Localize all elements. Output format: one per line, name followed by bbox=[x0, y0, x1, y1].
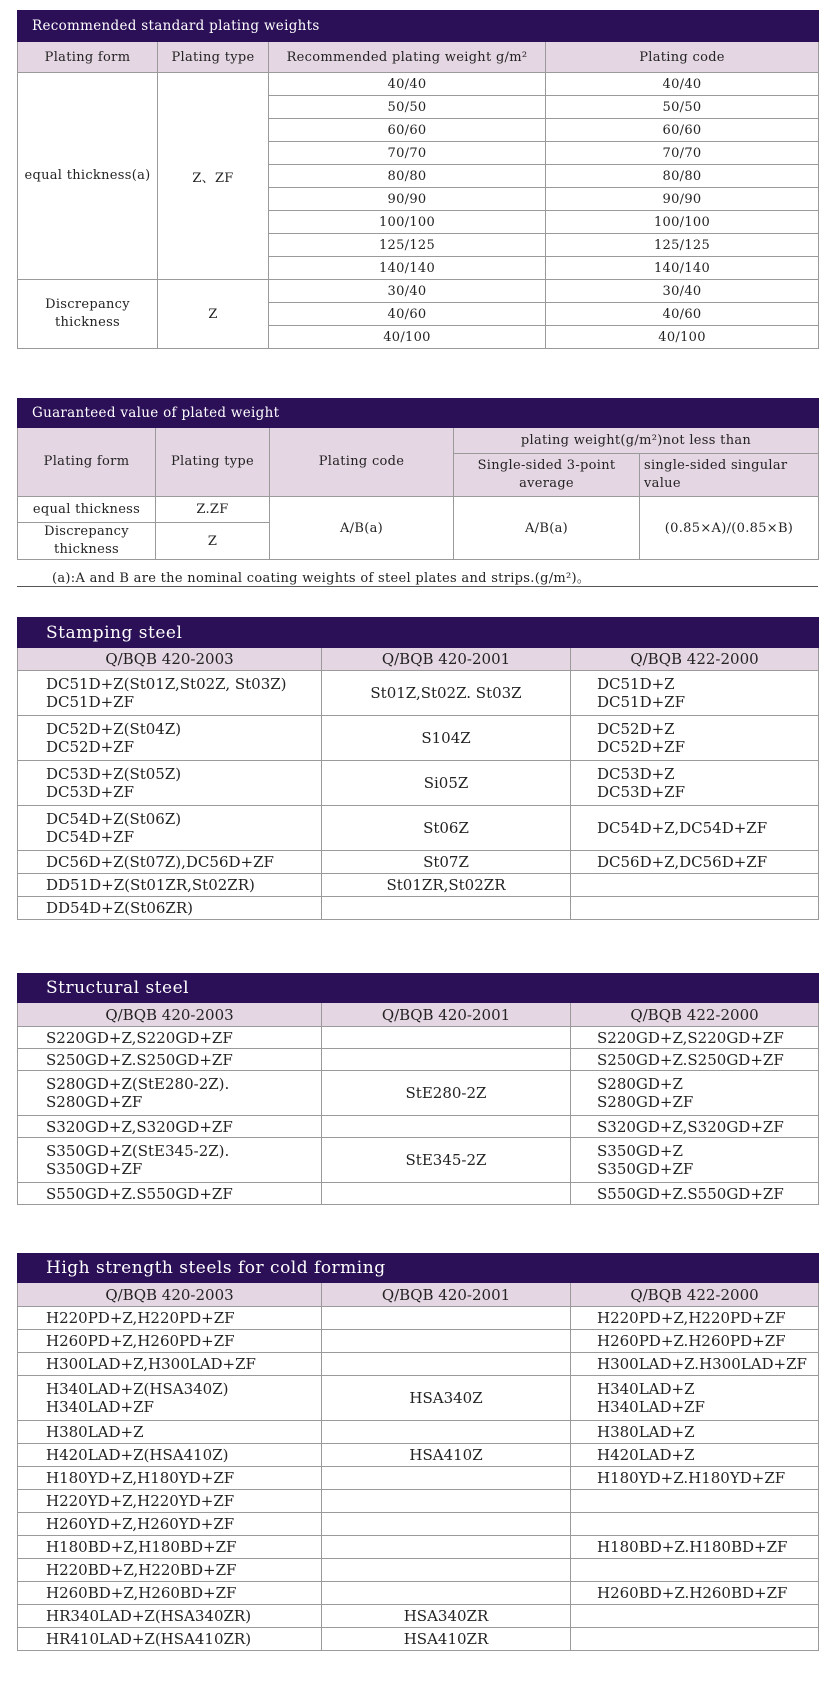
high-strength-steel-table bbox=[17, 1253, 818, 1651]
table-cell: 100/100 bbox=[546, 211, 819, 234]
table-cell: HSA340Z bbox=[322, 1376, 571, 1421]
column-header: single-sided singular value bbox=[640, 454, 819, 497]
table-cell: DC52D+Z(St04Z) DC52D+ZF bbox=[18, 716, 322, 761]
table-row bbox=[18, 1536, 819, 1559]
table-cell bbox=[322, 1353, 571, 1376]
table-title: Recommended standard plating weights bbox=[18, 11, 819, 42]
column-header: Plating form bbox=[18, 428, 156, 497]
table-cell: A/B(a) bbox=[454, 497, 640, 560]
table-cell: Z bbox=[158, 280, 269, 349]
table-cell: DC51D+Z DC51D+ZF bbox=[571, 671, 819, 716]
table-cell: Discrepancy thickness bbox=[18, 523, 156, 560]
table-row bbox=[18, 1049, 819, 1071]
table-cell: S280GD+Z S280GD+ZF bbox=[571, 1071, 819, 1116]
table-title: Structural steel bbox=[18, 974, 819, 1003]
guaranteed-plated-weight-table bbox=[17, 398, 818, 560]
table-cell: H180BD+Z.H180BD+ZF bbox=[571, 1536, 819, 1559]
table-row bbox=[18, 1071, 819, 1116]
table-cell: DC56D+Z,DC56D+ZF bbox=[571, 851, 819, 874]
column-header: Plating code bbox=[270, 428, 454, 497]
table-row bbox=[18, 1582, 819, 1605]
table-cell: equal thickness bbox=[18, 497, 156, 523]
table-cell: H260PD+Z.H260PD+ZF bbox=[571, 1330, 819, 1353]
table-cell: DC51D+Z(St01Z,St02Z, St03Z) DC51D+ZF bbox=[18, 671, 322, 716]
column-header: Q/BQB 422-2000 bbox=[571, 1283, 819, 1307]
column-header: Q/BQB 420-2001 bbox=[322, 648, 571, 671]
table-cell: DC54D+Z,DC54D+ZF bbox=[571, 806, 819, 851]
table-cell: 60/60 bbox=[546, 119, 819, 142]
table-cell: DC54D+Z(St06Z) DC54D+ZF bbox=[18, 806, 322, 851]
table-cell: H180YD+Z.H180YD+ZF bbox=[571, 1467, 819, 1490]
column-header: Q/BQB 422-2000 bbox=[571, 1003, 819, 1027]
table-cell: 70/70 bbox=[269, 142, 546, 165]
table-cell: 90/90 bbox=[546, 188, 819, 211]
table-cell bbox=[322, 1490, 571, 1513]
table-cell bbox=[322, 1116, 571, 1138]
table-cell bbox=[571, 1513, 819, 1536]
table-cell: S350GD+Z S350GD+ZF bbox=[571, 1138, 819, 1183]
table-row bbox=[18, 671, 819, 716]
table-cell: 40/60 bbox=[546, 303, 819, 326]
table-cell: S220GD+Z,S220GD+ZF bbox=[571, 1027, 819, 1049]
table-row bbox=[18, 1307, 819, 1330]
column-header: Single-sided 3-point average bbox=[454, 454, 640, 497]
table-cell: HR340LAD+Z(HSA340ZR) bbox=[18, 1605, 322, 1628]
table-title: Guaranteed value of plated weight bbox=[18, 399, 819, 428]
column-header: Plating form bbox=[18, 42, 158, 73]
table-cell bbox=[322, 1027, 571, 1049]
table-cell bbox=[322, 1559, 571, 1582]
table-cell: StE345-2Z bbox=[322, 1138, 571, 1183]
table-cell: DD54D+Z(St06ZR) bbox=[18, 897, 322, 920]
table-cell: HR410LAD+Z(HSA410ZR) bbox=[18, 1628, 322, 1651]
table-cell bbox=[571, 874, 819, 897]
table-cell: H220PD+Z,H220PD+ZF bbox=[571, 1307, 819, 1330]
table-row bbox=[18, 1421, 819, 1444]
table-cell: H220BD+Z,H220BD+ZF bbox=[18, 1559, 322, 1582]
table-cell bbox=[571, 1605, 819, 1628]
table-cell: 140/140 bbox=[546, 257, 819, 280]
table-cell: H180YD+Z,H180YD+ZF bbox=[18, 1467, 322, 1490]
table-cell bbox=[322, 1467, 571, 1490]
table-cell: 40/40 bbox=[269, 73, 546, 96]
table-cell: S280GD+Z(StE280-2Z). S280GD+ZF bbox=[18, 1071, 322, 1116]
table-cell: 50/50 bbox=[546, 96, 819, 119]
table-cell: StE280-2Z bbox=[322, 1071, 571, 1116]
table-cell bbox=[571, 1490, 819, 1513]
table-row bbox=[18, 1116, 819, 1138]
table-cell: 60/60 bbox=[269, 119, 546, 142]
table-cell: H340LAD+Z H340LAD+ZF bbox=[571, 1376, 819, 1421]
table-cell: S550GD+Z.S550GD+ZF bbox=[571, 1183, 819, 1205]
table-row bbox=[18, 73, 819, 96]
table-cell: H380LAD+Z bbox=[18, 1421, 322, 1444]
table-row bbox=[18, 806, 819, 851]
table-cell bbox=[322, 1049, 571, 1071]
table-cell: 125/125 bbox=[269, 234, 546, 257]
table-cell: DC52D+Z DC52D+ZF bbox=[571, 716, 819, 761]
table-cell: 80/80 bbox=[269, 165, 546, 188]
table-cell: H300LAD+Z.H300LAD+ZF bbox=[571, 1353, 819, 1376]
table-cell bbox=[322, 1582, 571, 1605]
table-cell: HSA410Z bbox=[322, 1444, 571, 1467]
table-cell: S250GD+Z.S250GD+ZF bbox=[571, 1049, 819, 1071]
column-header: Recommended plating weight g/m² bbox=[269, 42, 546, 73]
column-header: Plating type bbox=[158, 42, 269, 73]
table-cell: S320GD+Z,S320GD+ZF bbox=[571, 1116, 819, 1138]
table-row bbox=[18, 1490, 819, 1513]
table-cell: Si05Z bbox=[322, 761, 571, 806]
table-cell: H420LAD+Z bbox=[571, 1444, 819, 1467]
column-header: Plating code bbox=[546, 42, 819, 73]
table-cell: S320GD+Z,S320GD+ZF bbox=[18, 1116, 322, 1138]
table-cell: H220YD+Z,H220YD+ZF bbox=[18, 1490, 322, 1513]
table-cell: H220PD+Z,H220PD+ZF bbox=[18, 1307, 322, 1330]
recommended-plating-weights-table bbox=[17, 10, 818, 349]
table-title: High strength steels for cold forming bbox=[18, 1254, 819, 1283]
table-row bbox=[18, 1376, 819, 1421]
table-cell: 125/125 bbox=[546, 234, 819, 257]
table-row bbox=[18, 1183, 819, 1205]
column-header: Q/BQB 420-2003 bbox=[18, 648, 322, 671]
table-cell: 50/50 bbox=[269, 96, 546, 119]
table-cell: (0.85×A)/(0.85×B) bbox=[640, 497, 819, 560]
table-cell: H380LAD+Z bbox=[571, 1421, 819, 1444]
table-cell: S104Z bbox=[322, 716, 571, 761]
table-cell: A/B(a) bbox=[270, 497, 454, 560]
table-cell: 140/140 bbox=[269, 257, 546, 280]
table-cell bbox=[322, 1421, 571, 1444]
table-row bbox=[18, 716, 819, 761]
column-header: plating weight(g/m²)not less than bbox=[454, 428, 819, 454]
table-row bbox=[18, 1353, 819, 1376]
table-cell: 30/40 bbox=[546, 280, 819, 303]
table-cell: Z、ZF bbox=[158, 73, 269, 280]
table-cell: 40/60 bbox=[269, 303, 546, 326]
table-cell: H300LAD+Z,H300LAD+ZF bbox=[18, 1353, 322, 1376]
table-cell: HSA340ZR bbox=[322, 1605, 571, 1628]
table-cell: H260BD+Z,H260BD+ZF bbox=[18, 1582, 322, 1605]
table-row bbox=[18, 1138, 819, 1183]
table-cell: S350GD+Z(StE345-2Z). S350GD+ZF bbox=[18, 1138, 322, 1183]
table-cell bbox=[571, 1628, 819, 1651]
table-cell: H260YD+Z,H260YD+ZF bbox=[18, 1513, 322, 1536]
table-cell bbox=[322, 1513, 571, 1536]
divider bbox=[17, 586, 818, 587]
column-header: Q/BQB 422-2000 bbox=[571, 648, 819, 671]
table-cell: H260PD+Z,H260PD+ZF bbox=[18, 1330, 322, 1353]
table-cell: H340LAD+Z(HSA340Z) H340LAD+ZF bbox=[18, 1376, 322, 1421]
table-cell: equal thickness(a) bbox=[18, 73, 158, 280]
table-row bbox=[18, 280, 819, 303]
structural-steel-table bbox=[17, 973, 818, 1205]
table-cell: DD51D+Z(St01ZR,St02ZR) bbox=[18, 874, 322, 897]
table-cell: S550GD+Z.S550GD+ZF bbox=[18, 1183, 322, 1205]
table-cell bbox=[571, 1559, 819, 1582]
table-row bbox=[18, 1444, 819, 1467]
table-cell: Z.ZF bbox=[156, 497, 270, 523]
table-row bbox=[18, 1027, 819, 1049]
table-cell bbox=[322, 897, 571, 920]
table-row bbox=[18, 1559, 819, 1582]
table-cell bbox=[322, 1536, 571, 1559]
table-cell: St01Z,St02Z. St03Z bbox=[322, 671, 571, 716]
table-row bbox=[18, 1467, 819, 1490]
column-header: Q/BQB 420-2001 bbox=[322, 1003, 571, 1027]
table-row bbox=[18, 874, 819, 897]
table-cell: HSA410ZR bbox=[322, 1628, 571, 1651]
table-cell: 90/90 bbox=[269, 188, 546, 211]
table-cell: H420LAD+Z(HSA410Z) bbox=[18, 1444, 322, 1467]
column-header: Q/BQB 420-2001 bbox=[322, 1283, 571, 1307]
table-cell: 40/40 bbox=[546, 73, 819, 96]
table-cell: 40/100 bbox=[546, 326, 819, 349]
table-row bbox=[18, 1605, 819, 1628]
table-cell: Discrepancy thickness bbox=[18, 280, 158, 349]
table-row bbox=[18, 897, 819, 920]
column-header: Plating type bbox=[156, 428, 270, 497]
table-cell: H260BD+Z.H260BD+ZF bbox=[571, 1582, 819, 1605]
table-cell: 30/40 bbox=[269, 280, 546, 303]
table-cell bbox=[322, 1183, 571, 1205]
table-cell: Z bbox=[156, 523, 270, 560]
table-cell: H180BD+Z,H180BD+ZF bbox=[18, 1536, 322, 1559]
stamping-steel-table bbox=[17, 617, 818, 920]
footnote: (a):A and B are the nominal coating weights of steel plates and strips.(g/m²)。 bbox=[52, 571, 591, 586]
table-row bbox=[18, 1330, 819, 1353]
table-cell bbox=[322, 1307, 571, 1330]
table-title: Stamping steel bbox=[18, 618, 819, 648]
table-row bbox=[18, 851, 819, 874]
table-cell: DC53D+Z(St05Z) DC53D+ZF bbox=[18, 761, 322, 806]
table-row bbox=[18, 1628, 819, 1651]
table-row bbox=[18, 761, 819, 806]
column-header: Q/BQB 420-2003 bbox=[18, 1283, 322, 1307]
table-cell: 80/80 bbox=[546, 165, 819, 188]
table-cell bbox=[322, 1330, 571, 1353]
table-cell: St06Z bbox=[322, 806, 571, 851]
table-cell: St07Z bbox=[322, 851, 571, 874]
column-header: Q/BQB 420-2003 bbox=[18, 1003, 322, 1027]
table-cell: 70/70 bbox=[546, 142, 819, 165]
table-cell: S250GD+Z.S250GD+ZF bbox=[18, 1049, 322, 1071]
table-row bbox=[18, 1513, 819, 1536]
table-cell: 40/100 bbox=[269, 326, 546, 349]
table-cell: DC53D+Z DC53D+ZF bbox=[571, 761, 819, 806]
table-cell bbox=[571, 897, 819, 920]
table-cell: DC56D+Z(St07Z),DC56D+ZF bbox=[18, 851, 322, 874]
table-cell: S220GD+Z,S220GD+ZF bbox=[18, 1027, 322, 1049]
table-cell: St01ZR,St02ZR bbox=[322, 874, 571, 897]
table-cell: 100/100 bbox=[269, 211, 546, 234]
